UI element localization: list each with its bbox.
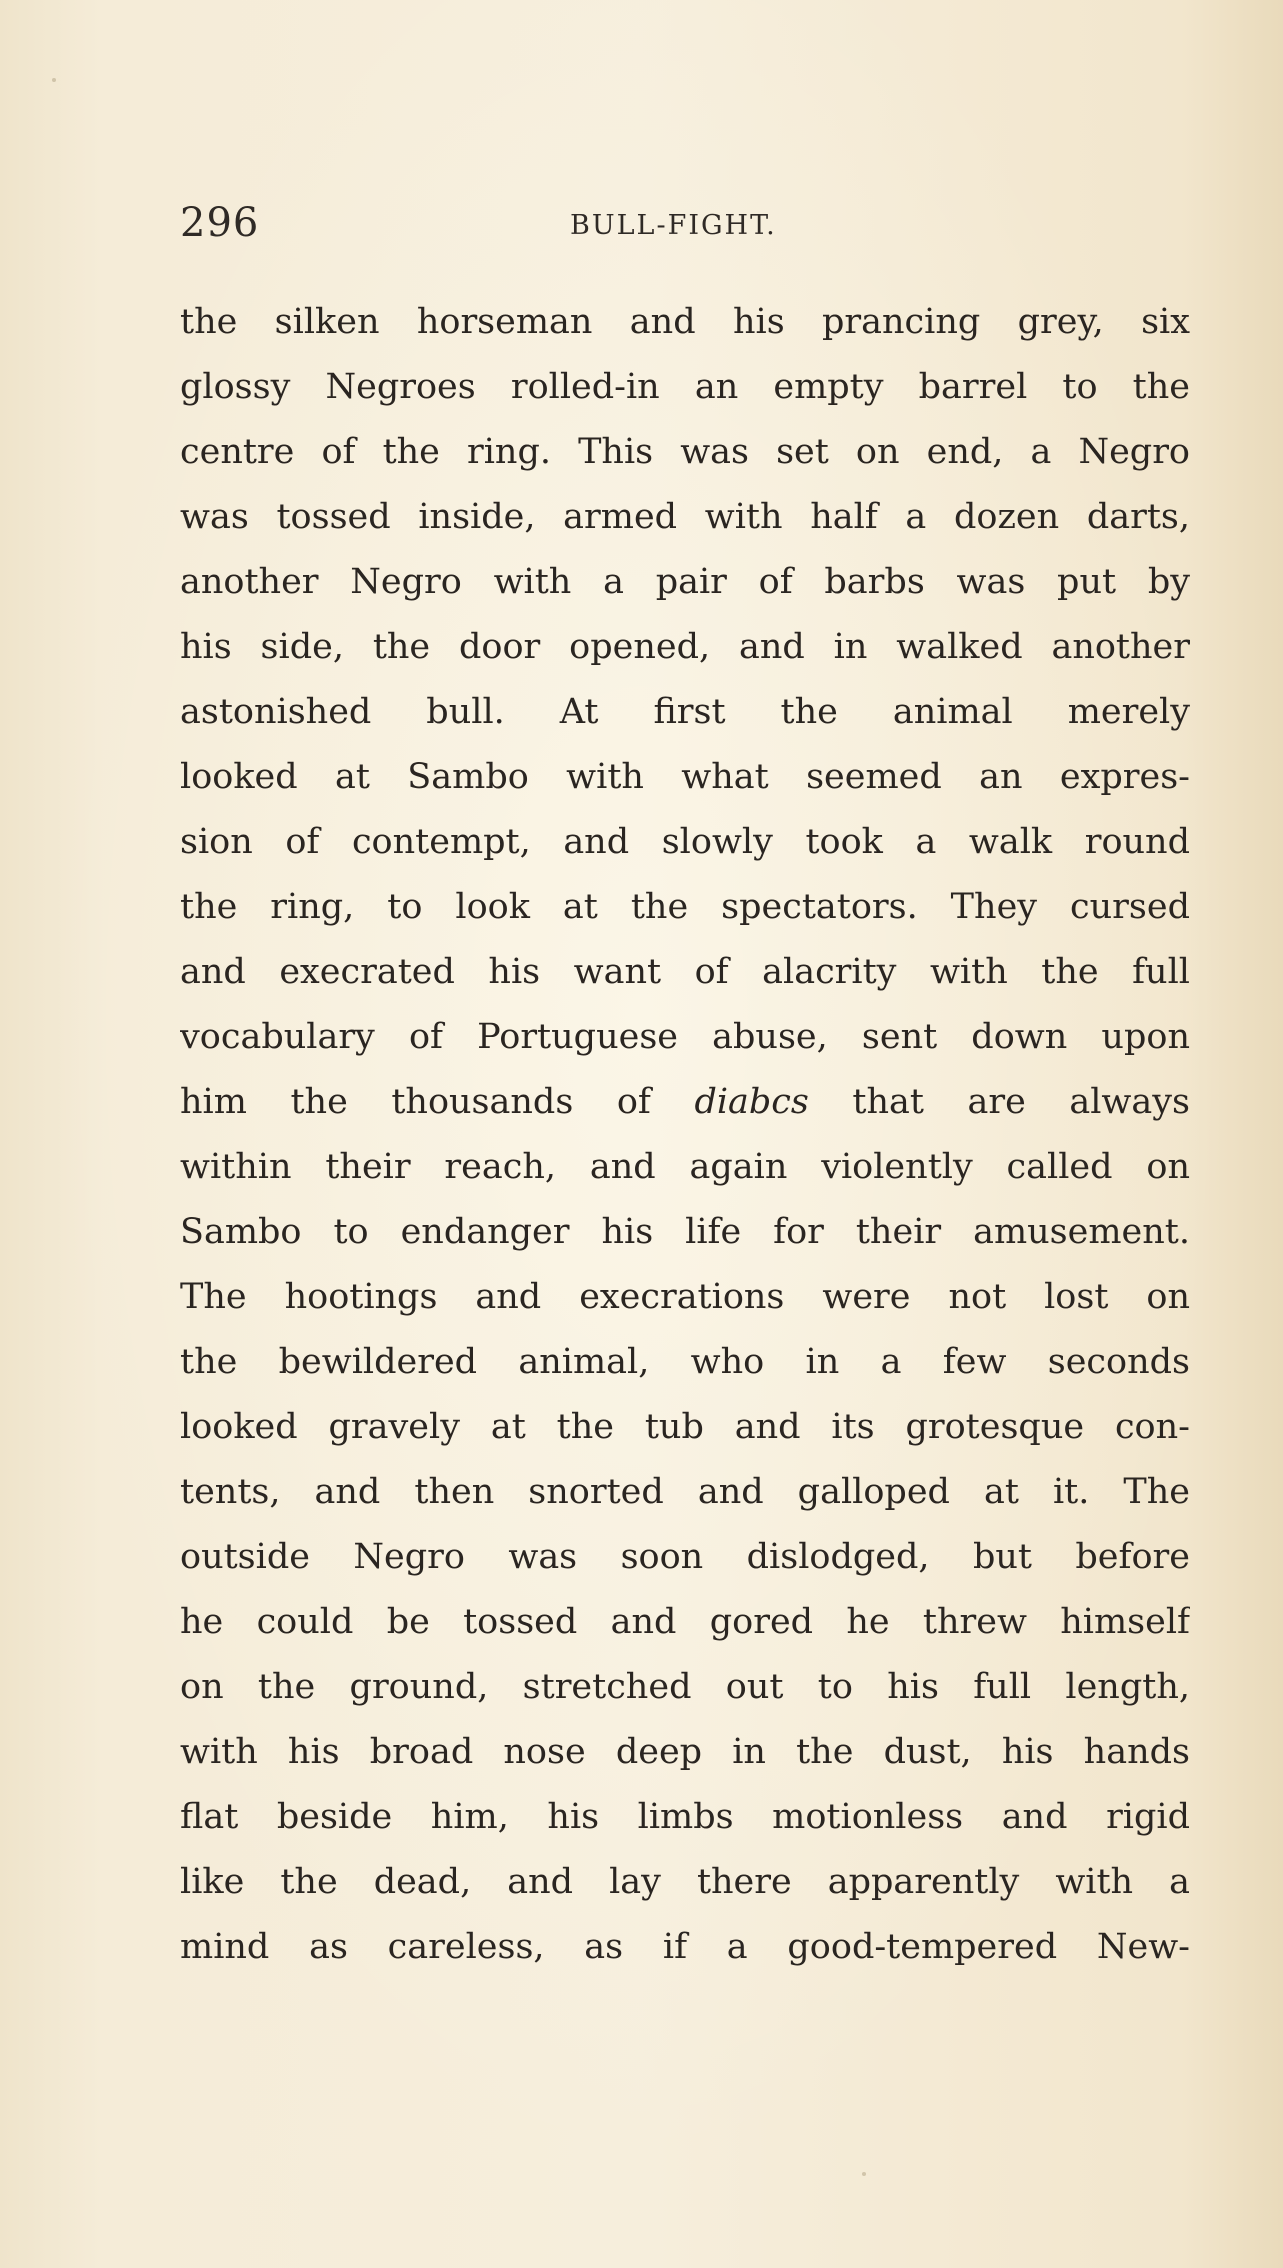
text-line: looked gravely at the tub and its grotesque con- <box>180 1407 1190 1447</box>
text-line: centre of the ring. This was set on end, a Negro <box>180 432 1190 472</box>
paper-speck <box>862 2172 866 2176</box>
text-line: tents, and then snorted and galloped at it. The <box>180 1472 1190 1512</box>
italic-word: diabcs <box>694 1082 809 1122</box>
body-text <box>180 290 1190 1980</box>
text-line: his side, the door opened, and in walked another <box>180 627 1190 667</box>
text-line: the bewildered animal, who in a few seconds <box>180 1342 1190 1382</box>
text-line: and execrated his want of alacrity with the full <box>180 952 1190 992</box>
text-segment: him the thousands of <box>180 1082 695 1122</box>
paper-speck <box>52 78 56 82</box>
text-line: he could be tossed and gored he threw himself <box>180 1602 1190 1642</box>
text-line: looked at Sambo with what seemed an expres- <box>180 757 1190 797</box>
page-number: 296 <box>180 200 260 246</box>
text-line: like the dead, and lay there apparently with a <box>180 1862 1190 1902</box>
text-line: with his broad nose deep in the dust, his hands <box>180 1732 1190 1772</box>
text-line: The hootings and execrations were not lost on <box>180 1277 1190 1317</box>
text-line: vocabulary of Portuguese abuse, sent down upon <box>180 1017 1190 1057</box>
text-line: the silken horseman and his prancing grey, six <box>180 302 1190 342</box>
text-line: mind as careless, as if a good-tempered New- <box>180 1927 1190 1967</box>
text-line: flat beside him, his limbs motionless and rigid <box>180 1797 1190 1837</box>
text-line: Sambo to endanger his life for their amusement. <box>180 1212 1190 1252</box>
text-segment: that are always <box>808 1082 1190 1122</box>
text-line: glossy Negroes rolled-in an empty barrel to the <box>180 367 1190 407</box>
page-header <box>180 200 1190 260</box>
text-line: on the ground, stretched out to his full length, <box>180 1667 1190 1707</box>
text-line: another Negro with a pair of barbs was put by <box>180 562 1190 602</box>
text-line: the ring, to look at the spectators. They cursed <box>180 887 1190 927</box>
text-line: was tossed inside, armed with half a dozen darts, <box>180 497 1190 537</box>
text-line: astonished bull. At first the animal merely <box>180 692 1190 732</box>
text-line: within their reach, and again violently called on <box>180 1147 1190 1187</box>
running-head: BULL-FIGHT. <box>570 210 777 241</box>
text-line: outside Negro was soon dislodged, but before <box>180 1537 1190 1577</box>
text-line <box>180 1070 1190 1135</box>
text-line: sion of contempt, and slowly took a walk round <box>180 822 1190 862</box>
